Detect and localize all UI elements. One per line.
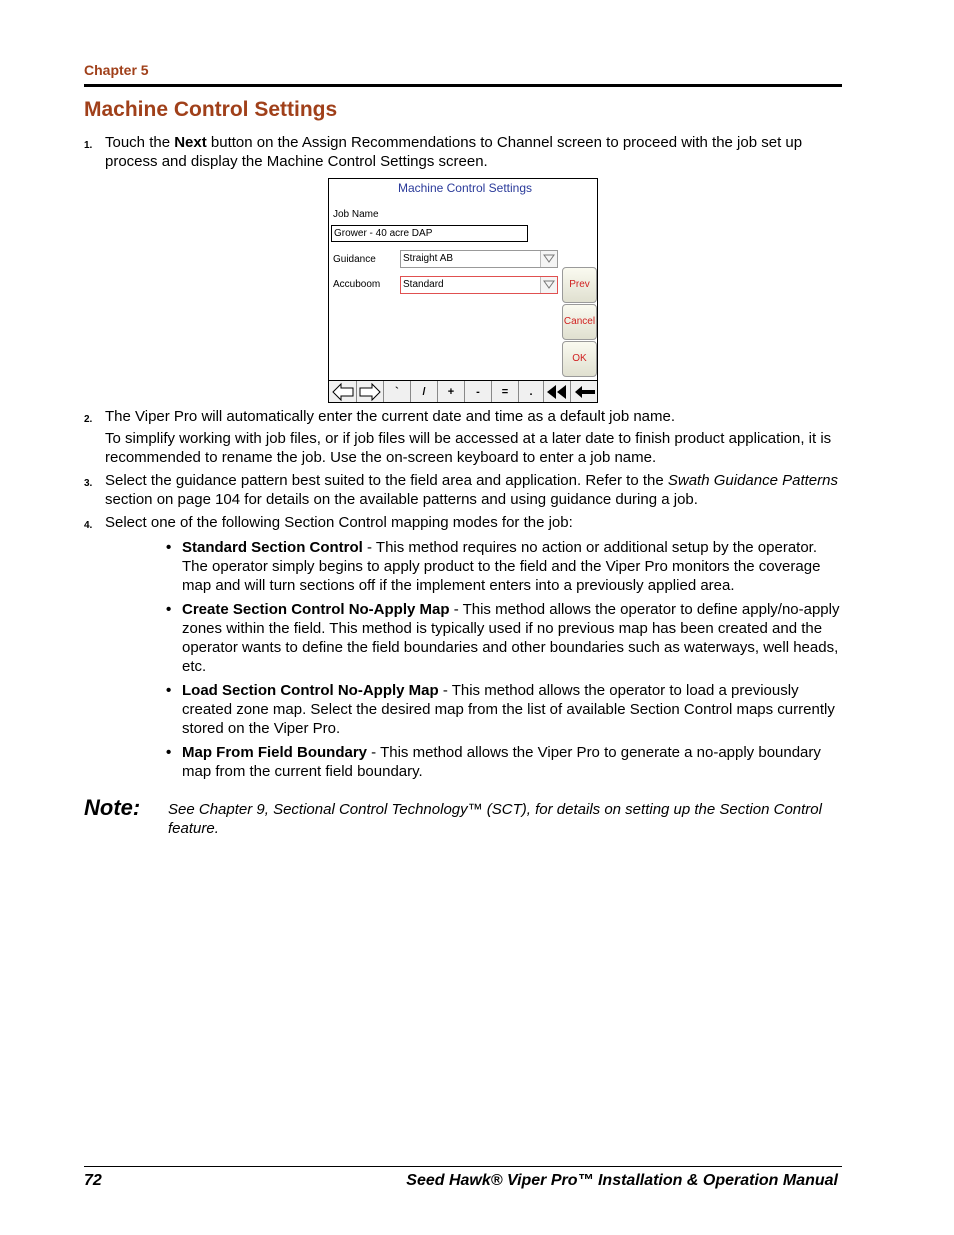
step-text: Select one of the following Section Control mapping modes for the job:: [105, 514, 573, 531]
chapter-label: Chapter 5: [84, 62, 149, 78]
key-plus[interactable]: +: [438, 381, 465, 403]
guidance-label: Guidance: [333, 254, 376, 265]
key-slash[interactable]: /: [411, 381, 438, 403]
step-4: [84, 513, 844, 532]
note-label: Note:: [84, 795, 141, 820]
machine-control-settings-screen: [328, 178, 598, 403]
left-arrow-icon[interactable]: [329, 381, 357, 403]
backspace-icon[interactable]: [571, 381, 598, 403]
job-name-input[interactable]: Grower - 40 acre DAP: [331, 225, 528, 242]
step-text: Touch the: [105, 134, 175, 151]
bullet-term: Load Section Control No-Apply Map: [182, 682, 439, 699]
step-number: 2.: [84, 414, 93, 425]
step-text: section on page 104 for details on the available patterns and using guidance during a job.: [105, 491, 698, 508]
cancel-button[interactable]: Cancel: [562, 304, 597, 340]
bullet-term: Create Section Control No-Apply Map: [182, 601, 450, 618]
note-text: See Chapter 9, Sectional Control Technology™ (SCT), for details on setting up the Section Control feature.: [168, 801, 822, 837]
step-number: 1.: [84, 140, 93, 151]
guidance-select[interactable]: [400, 250, 558, 268]
accuboom-select[interactable]: [400, 276, 558, 294]
step-number: 3.: [84, 478, 93, 489]
step-number: 4.: [84, 520, 93, 531]
key-minus[interactable]: -: [465, 381, 492, 403]
bullet-term: Map From Field Boundary: [182, 744, 368, 761]
list-item: [166, 538, 842, 595]
step-3: [84, 471, 844, 509]
step-1: [84, 133, 844, 171]
key-equals[interactable]: =: [492, 381, 519, 403]
bullet-text: - This method requires no action or additional setup by the operator. The operator simply begins to apply product to the field and the Viper Pro monitors the coverage map and will turn sections off if the implement enters into a previously applied area.: [182, 539, 821, 594]
cross-reference: Swath Guidance Patterns: [667, 472, 838, 489]
right-arrow-icon[interactable]: [357, 381, 384, 403]
ok-button[interactable]: OK: [562, 341, 597, 377]
step-2: [84, 407, 844, 426]
key-backtick[interactable]: `: [384, 381, 411, 403]
guidance-value: Straight AB: [403, 253, 454, 264]
key-period[interactable]: .: [519, 381, 544, 403]
bullet-dot: •: [166, 539, 172, 556]
accuboom-label: Accuboom: [333, 279, 381, 290]
step-text: button on the Assign Recommendations to Channel screen to proceed with the job set up process and display the Machine Control Settings screen.: [105, 134, 803, 170]
chevron-down-icon[interactable]: [540, 251, 557, 267]
list-item: [166, 681, 842, 738]
step-text: Select the guidance pattern best suited to the field area and application. Refer to the: [105, 472, 668, 489]
accuboom-value: Standard: [403, 279, 444, 290]
on-screen-keyboard-bar: [329, 380, 598, 403]
step-bold: Next: [174, 134, 207, 151]
bullet-dot: •: [166, 744, 172, 761]
bullet-term: Standard Section Control: [182, 539, 363, 556]
double-back-arrow-icon[interactable]: [544, 381, 571, 403]
list-item: [166, 743, 842, 781]
step-2-paragraph: To simplify working with job files, or if job files will be accessed at a later date to finish product application, it is recommended to rename the job. Use the on-screen keyboard to enter a job name.: [105, 430, 832, 466]
bullet-text: - This method allows the operator to define apply/no-apply zones within the field. This method is typically used if no previous map has been created and the operator wants to define the field boundaries and other boundaries such as waterways, well heads, etc.: [182, 601, 840, 675]
chevron-down-icon[interactable]: [540, 277, 557, 293]
job-name-label: Job Name: [333, 209, 379, 220]
list-item: [166, 600, 842, 676]
page-number: 72: [84, 1172, 102, 1189]
bullet-dot: •: [166, 601, 172, 618]
prev-button[interactable]: Prev: [562, 267, 597, 303]
step-text: The Viper Pro will automatically enter the current date and time as a default job name.: [105, 408, 676, 425]
manual-title: Seed Hawk® Viper Pro™ Installation & Operation Manual: [406, 1172, 838, 1189]
section-title: Machine Control Settings: [84, 98, 338, 121]
screen-title: Machine Control Settings: [397, 181, 533, 195]
footer-rule: [84, 1166, 842, 1167]
bullet-text: - This method allows the operator to load a previously created zone map. Select the desired map from the list of available Section Control maps currently stored on the Viper Pro.: [182, 682, 835, 737]
bullet-dot: •: [166, 682, 172, 699]
header-rule: [84, 84, 842, 87]
bullet-text: - This method allows the Viper Pro to generate a no-apply boundary map from the current field boundary.: [182, 744, 821, 780]
